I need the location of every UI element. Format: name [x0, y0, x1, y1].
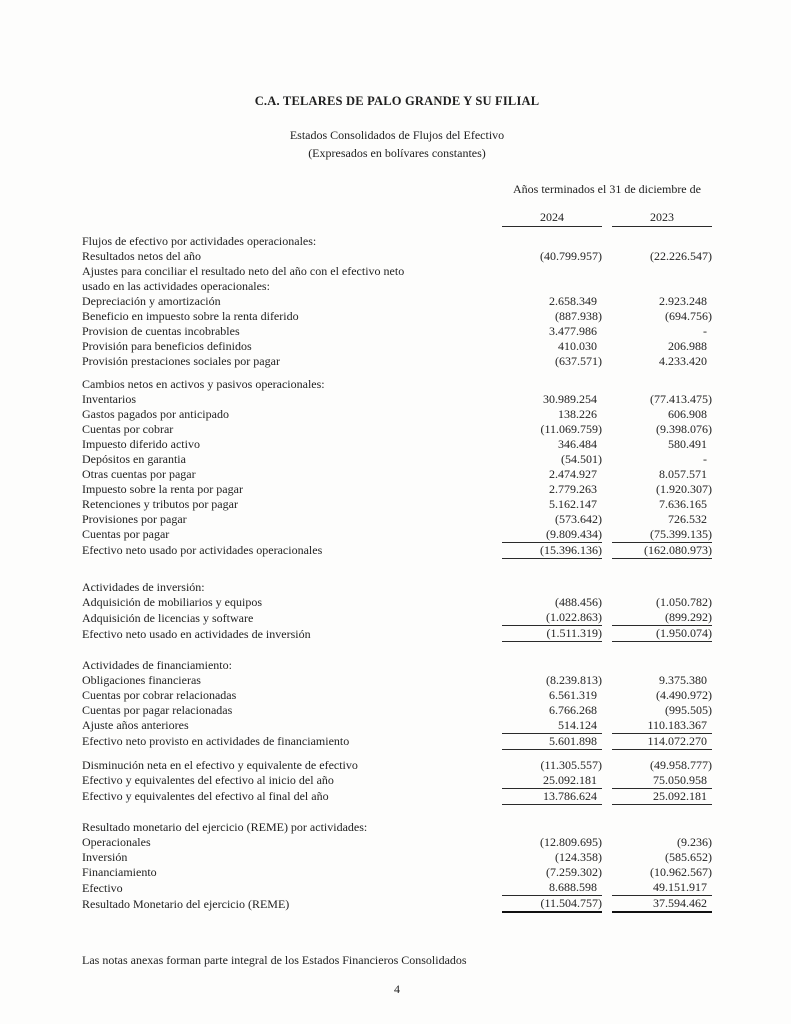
value-2023 [612, 227, 712, 249]
cashflow-statement-table [82, 197, 712, 913]
value-2024: (488.456) [555, 595, 602, 609]
row-label: Cuentas por cobrar relacionadas [82, 687, 237, 702]
statement-subtitle: (Expresados en bolívares constantes) [308, 146, 486, 160]
row-label: Depreciación y amortización [82, 293, 221, 308]
table-row [82, 467, 712, 482]
column-gap [602, 452, 612, 467]
value-2024: 3.477.986 [549, 323, 597, 338]
table-row [82, 512, 712, 527]
value-2023: (75.399.135) [612, 527, 712, 543]
column-gap [602, 279, 612, 294]
value-2023: (9.236) [677, 835, 712, 849]
column-gap [602, 642, 612, 673]
row-label: Inventarios [82, 391, 136, 406]
column-gap [602, 422, 612, 437]
value-2023: 114.072.270 [612, 733, 712, 749]
table-row [82, 437, 712, 452]
value-2023: (4.490.972) [656, 687, 712, 702]
table-row [82, 733, 712, 749]
column-gap [602, 324, 612, 339]
row-label: Efectivo neto provisto en actividades de financiamiento [82, 734, 350, 748]
column-gap [602, 896, 612, 913]
row-label: Retenciones y tributos por pagar [82, 496, 238, 511]
value-2023: (995.505) [665, 702, 712, 717]
value-2023: (1.050.782) [656, 595, 712, 609]
column-gap [602, 688, 612, 703]
value-2024: 5.601.898 [502, 733, 602, 749]
value-2024: 30.989.254 [543, 391, 597, 406]
column-gap [602, 749, 612, 773]
value-2023 [612, 369, 712, 392]
row-label: Cuentas por cobrar [82, 421, 174, 436]
column-gap [602, 197, 612, 227]
table-row [82, 339, 712, 354]
table-row [82, 497, 712, 512]
column-gap [602, 407, 612, 422]
value-2023 [612, 804, 712, 835]
value-2023: - [703, 323, 707, 338]
value-2023: 9.375.380 [659, 672, 707, 687]
column-gap [602, 850, 612, 865]
table-row [82, 369, 712, 392]
row-label: Operacionales [82, 835, 151, 849]
row-label: Otras cuentas por pagar [82, 466, 196, 481]
value-2023: 4.233.420 [659, 353, 707, 368]
table-row [82, 227, 712, 249]
value-2024 [502, 558, 602, 595]
value-2023: (22.226.547) [650, 248, 712, 263]
value-2024: (7.259.302) [546, 865, 602, 879]
value-2023 [612, 642, 712, 673]
value-2024: (9.809.434) [502, 527, 602, 543]
row-label: Adquisición de mobiliarios y equipos [82, 595, 262, 609]
column-gap [602, 527, 612, 543]
value-2024: 2.779.263 [549, 481, 597, 496]
value-2023: 37.594.462 [612, 896, 712, 913]
value-2023: 8.057.571 [659, 466, 707, 481]
value-2023: 726.532 [668, 511, 707, 526]
table-row [82, 610, 712, 626]
value-2023: (9.398.076) [656, 421, 712, 436]
value-2024: 2.658.349 [549, 293, 597, 308]
value-2024: 346.484 [558, 436, 597, 451]
table-row [82, 324, 712, 339]
row-label: Inversión [82, 850, 128, 864]
year-2023-header: 2023 [612, 197, 712, 227]
column-gap [602, 673, 612, 688]
cashflow-table-body [82, 227, 712, 913]
column-gap [602, 512, 612, 527]
column-gap [602, 339, 612, 354]
value-2023: 2.923.248 [659, 293, 707, 308]
value-2023: 75.050.958 [612, 773, 712, 789]
table-row [82, 392, 712, 407]
column-gap [602, 369, 612, 392]
table-row [82, 354, 712, 369]
table-row [82, 309, 712, 324]
table-row [82, 880, 712, 896]
value-2024: (11.305.557) [540, 757, 602, 772]
table-row [82, 527, 712, 543]
column-gap [602, 354, 612, 369]
column-gap [602, 595, 612, 610]
value-2024: 514.124 [502, 718, 602, 734]
value-2023 [612, 264, 712, 279]
column-gap [602, 497, 612, 512]
period-header: Años terminados el 31 de diciembre de [513, 182, 701, 196]
value-2023: (10.962.567) [650, 865, 712, 879]
column-gap [602, 626, 612, 642]
value-2024: (12.809.695) [540, 835, 602, 849]
row-label: Efectivo neto usado por actividades operacionales [82, 543, 323, 557]
value-2023: (77.413.475) [650, 391, 712, 406]
table-row [82, 452, 712, 467]
value-2023: 580.491 [668, 436, 707, 451]
company-name: C.A. TELARES DE PALO GRANDE Y SU FILIAL [254, 94, 540, 108]
table-row [82, 482, 712, 497]
row-label: Cuentas por pagar [82, 527, 170, 541]
value-2024 [502, 264, 602, 279]
value-2024: 2.474.927 [549, 466, 597, 481]
row-label: usado en las actividades operacionales: [82, 278, 270, 293]
value-2024 [502, 369, 602, 392]
column-gap [602, 733, 612, 749]
row-label: Provision de cuentas incobrables [82, 323, 240, 338]
column-gap [602, 703, 612, 718]
table-row [82, 896, 712, 913]
value-2024: 410.030 [558, 338, 597, 353]
value-2023: (162.080.973) [612, 542, 712, 558]
row-label: Adquisición de licencias y software [82, 610, 254, 625]
row-label: Ajuste años anteriores [82, 718, 189, 732]
value-2023: (1.920.307) [656, 481, 712, 496]
value-2023: (1.950.074) [612, 626, 712, 642]
table-row [82, 773, 712, 789]
value-2023: - [703, 451, 707, 466]
value-2023: (694.756) [665, 308, 712, 323]
column-gap [602, 865, 612, 880]
row-label: Actividades de financiamiento: [82, 657, 232, 672]
table-row [82, 718, 712, 734]
column-gap [602, 558, 612, 595]
row-label: Resultados netos del año [82, 248, 201, 263]
value-2024: (11.504.757) [502, 896, 602, 913]
row-label: Efectivo y equivalentes del efectivo al inicio del año [82, 773, 334, 787]
column-gap [602, 542, 612, 558]
row-label: Provisiones por pagar [82, 511, 187, 526]
column-gap [602, 788, 612, 804]
table-row [82, 626, 712, 642]
table-row [82, 703, 712, 718]
table-row [82, 688, 712, 703]
value-2023 [612, 279, 712, 294]
table-row [82, 595, 712, 610]
value-2024: (887.938) [555, 308, 602, 323]
table-row [82, 850, 712, 865]
column-gap [602, 392, 612, 407]
row-label: Impuesto diferido activo [82, 436, 200, 451]
value-2023: (899.292) [612, 610, 712, 626]
value-2023: 206.988 [668, 338, 707, 353]
column-gap [602, 309, 612, 324]
table-row [82, 749, 712, 773]
column-gap [602, 249, 612, 264]
column-gap [602, 880, 612, 896]
row-label: Beneficio en impuesto sobre la renta diferido [82, 308, 299, 323]
row-label: Efectivo [82, 880, 123, 895]
row-label: Provisión para beneficios definidos [82, 338, 252, 353]
value-2024 [502, 804, 602, 835]
value-2023 [612, 558, 712, 595]
value-2024: (124.358) [555, 850, 602, 864]
value-2024 [502, 279, 602, 294]
table-row [82, 804, 712, 835]
value-2023: 25.092.181 [612, 788, 712, 804]
value-2024: 6.766.268 [549, 702, 597, 717]
value-2024 [502, 227, 602, 249]
column-gap [602, 804, 612, 835]
row-label: Obligaciones financieras [82, 672, 201, 687]
column-gap [602, 467, 612, 482]
column-gap [602, 610, 612, 626]
value-2024: 25.092.181 [502, 773, 602, 789]
value-2024: (40.799.957) [540, 248, 602, 263]
row-label: Financiamiento [82, 865, 157, 879]
value-2024: 6.561.319 [549, 687, 597, 702]
table-row [82, 249, 712, 264]
row-label: Cambios netos en activos y pasivos operacionales: [82, 376, 325, 391]
table-row [82, 788, 712, 804]
value-2024: (8.239.813) [546, 672, 602, 687]
column-gap [602, 294, 612, 309]
value-2023: (49.958.777) [650, 757, 712, 772]
table-row [82, 407, 712, 422]
footer-note: Las notas anexas forman parte integral de los Estados Financieros Consolidados [82, 953, 467, 967]
value-2024: (11.069.759) [540, 421, 602, 436]
value-2024: 138.226 [558, 406, 597, 421]
row-label: Depósitos en garantia [82, 451, 186, 466]
row-label: Efectivo y equivalentes del efectivo al final del año [82, 789, 329, 803]
table-row [82, 642, 712, 673]
table-row [82, 542, 712, 558]
value-2023: 110.183.367 [612, 718, 712, 734]
value-2024: (1.022.863) [502, 610, 602, 626]
column-gap [602, 482, 612, 497]
value-2024: (1.511.319) [502, 626, 602, 642]
row-label: Efectivo neto usado en actividades de inversión [82, 626, 311, 641]
column-gap [602, 835, 612, 850]
value-2023: 7.636.165 [659, 496, 707, 511]
year-2024-header: 2024 [502, 197, 602, 227]
table-row [82, 673, 712, 688]
table-row [82, 279, 712, 294]
row-label: Provisión prestaciones sociales por pagar [82, 353, 280, 368]
row-label: Cuentas por pagar relacionadas [82, 702, 233, 717]
value-2024: (637.571) [555, 353, 602, 368]
row-label: Actividades de inversión: [82, 580, 205, 594]
value-2024: (15.396.136) [502, 542, 602, 558]
row-label: Resultado Monetario del ejercicio (REME) [82, 897, 290, 911]
row-label: Gastos pagados por anticipado [82, 406, 229, 421]
value-2023: (585.652) [665, 850, 712, 864]
value-2023: 49.151.917 [612, 880, 712, 896]
table-row [82, 294, 712, 309]
year-header-row [82, 197, 712, 227]
value-2024: 5.162.147 [549, 496, 597, 511]
column-gap [602, 437, 612, 452]
row-label: Impuesto sobre la renta por pagar [82, 481, 243, 496]
table-row [82, 865, 712, 880]
column-gap [602, 773, 612, 789]
page-number: 4 [394, 982, 400, 996]
row-label: Flujos de efectivo por actividades operacionales: [82, 233, 317, 248]
table-row [82, 422, 712, 437]
table-row [82, 558, 712, 595]
table-row [82, 264, 712, 279]
value-2024: (573.642) [555, 511, 602, 526]
row-label: Disminución neta en el efectivo y equivalente de efectivo [82, 757, 358, 772]
label-column-header [82, 197, 502, 227]
row-label: Ajustes para conciliar el resultado neto del año con el efectivo neto [82, 263, 405, 278]
column-gap [602, 227, 612, 249]
value-2024: 8.688.598 [502, 880, 602, 896]
row-label: Resultado monetario del ejercicio (REME) por actividades: [82, 820, 368, 834]
column-gap [602, 718, 612, 734]
value-2024 [502, 642, 602, 673]
value-2024: (54.501) [561, 451, 602, 466]
value-2023: 606.908 [668, 406, 707, 421]
statement-title: Estados Consolidados de Flujos del Efectivo [289, 128, 505, 142]
table-row [82, 835, 712, 850]
column-gap [602, 264, 612, 279]
value-2024: 13.786.624 [502, 788, 602, 804]
